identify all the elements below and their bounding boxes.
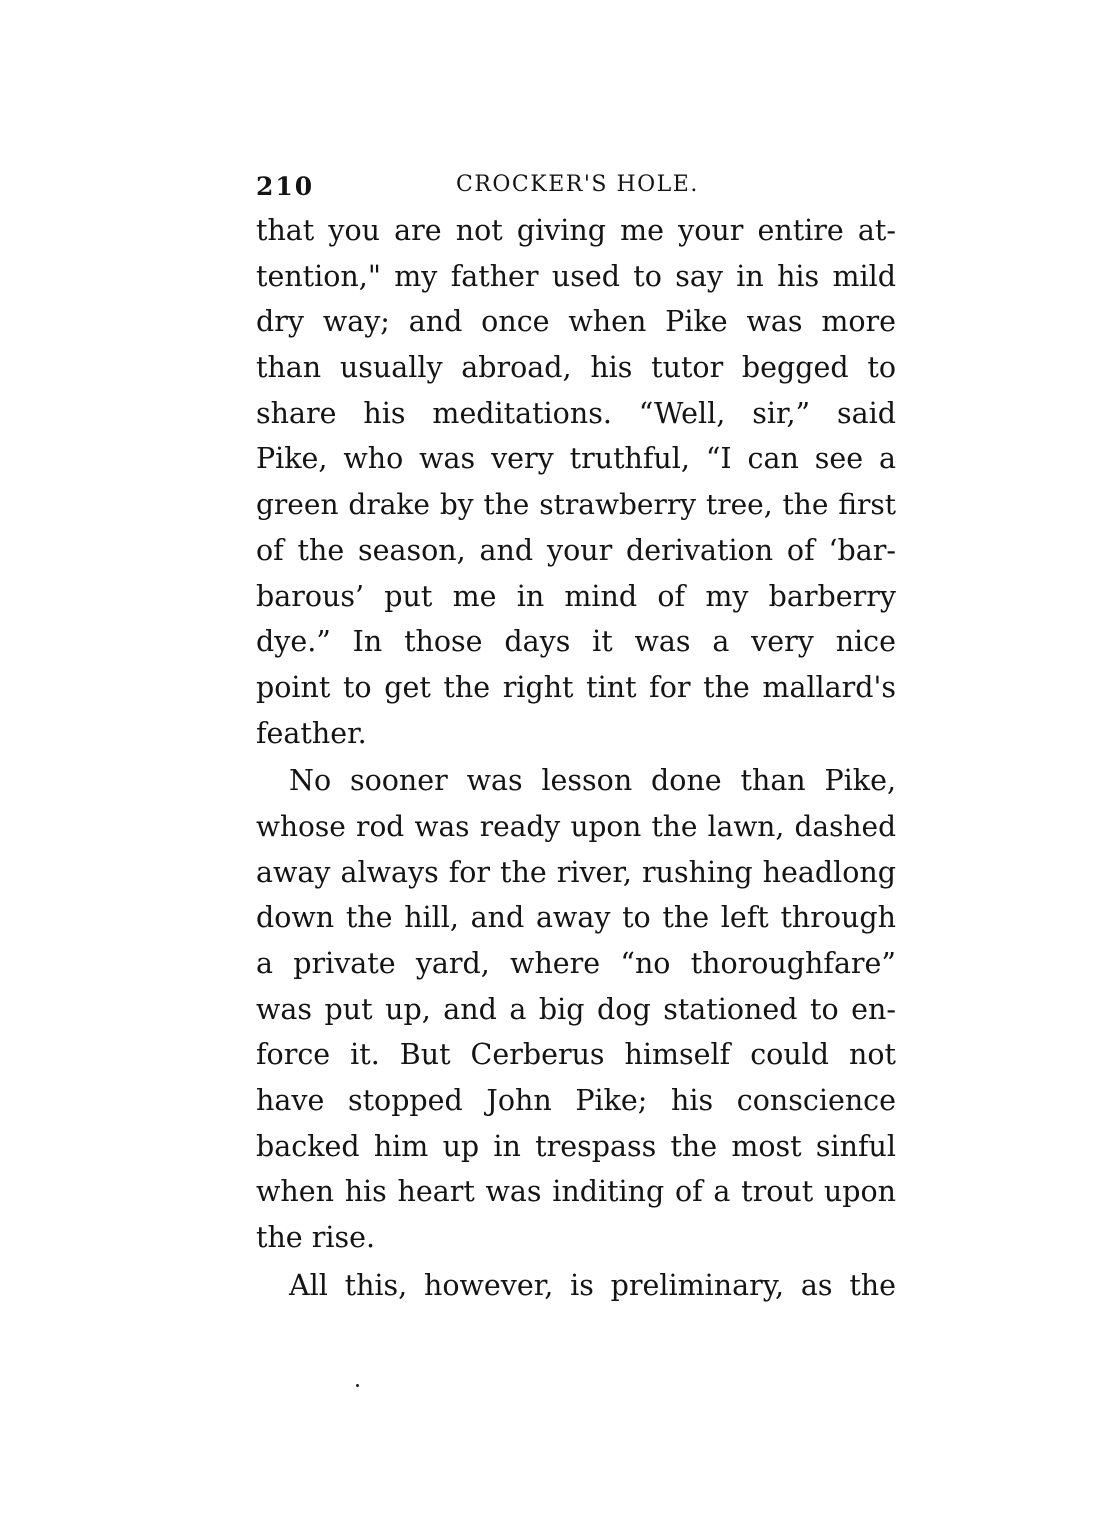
text-line: All this, however, is preliminary, as the [289, 1268, 896, 1302]
text-line: force it. But Cerberus himself could not [256, 1038, 896, 1072]
scan-speck [356, 1384, 359, 1387]
text-line: barous’ put me in mind of my barberry [256, 579, 896, 613]
text-line: of the season, and your derivation of ‘bar- [256, 533, 896, 567]
text-line: a private yard, where “no thoroughfare” [256, 947, 896, 980]
text-line: have stopped John Pike; his conscience [256, 1084, 896, 1118]
text-line: feather. [256, 716, 367, 750]
text-line: whose rod was ready upon the lawn, dashed [256, 809, 896, 843]
body-text [256, 208, 896, 1309]
text-line: No sooner was lesson done than Pike, [289, 764, 896, 798]
text-line: Pike, who was very truthful, “I can see a [256, 442, 896, 476]
text-line: was put up, and a big dog stationed to en- [256, 992, 896, 1026]
text-line: the rise. [256, 1221, 376, 1255]
text-line: when his heart was inditing of a trout upon [256, 1175, 896, 1209]
text-line: dry way; and once when Pike was more [256, 305, 896, 339]
text-line: point to get the right tint for the mallard's [256, 670, 896, 704]
text-line: green drake by the strawberry tree, the first [256, 488, 896, 522]
text-line: backed him up in trespass the most sinful [256, 1129, 896, 1163]
running-title: CROCKER'S HOLE. [456, 172, 699, 197]
text-line: away always for the river, rushing headlong [256, 855, 896, 889]
text-line: dye.” In those days it was a very nice [256, 625, 896, 659]
text-line: tention," my father used to say in his mild [256, 259, 896, 293]
page-number: 210 [256, 172, 315, 201]
text-line: down the hill, and away to the left through [256, 901, 896, 935]
running-head [256, 172, 896, 206]
text-line: share his meditations. “Well, sir,” said [256, 396, 896, 430]
text-line: than usually abroad, his tutor begged to [256, 351, 896, 385]
text-line: that you are not giving me your entire at- [256, 214, 896, 247]
